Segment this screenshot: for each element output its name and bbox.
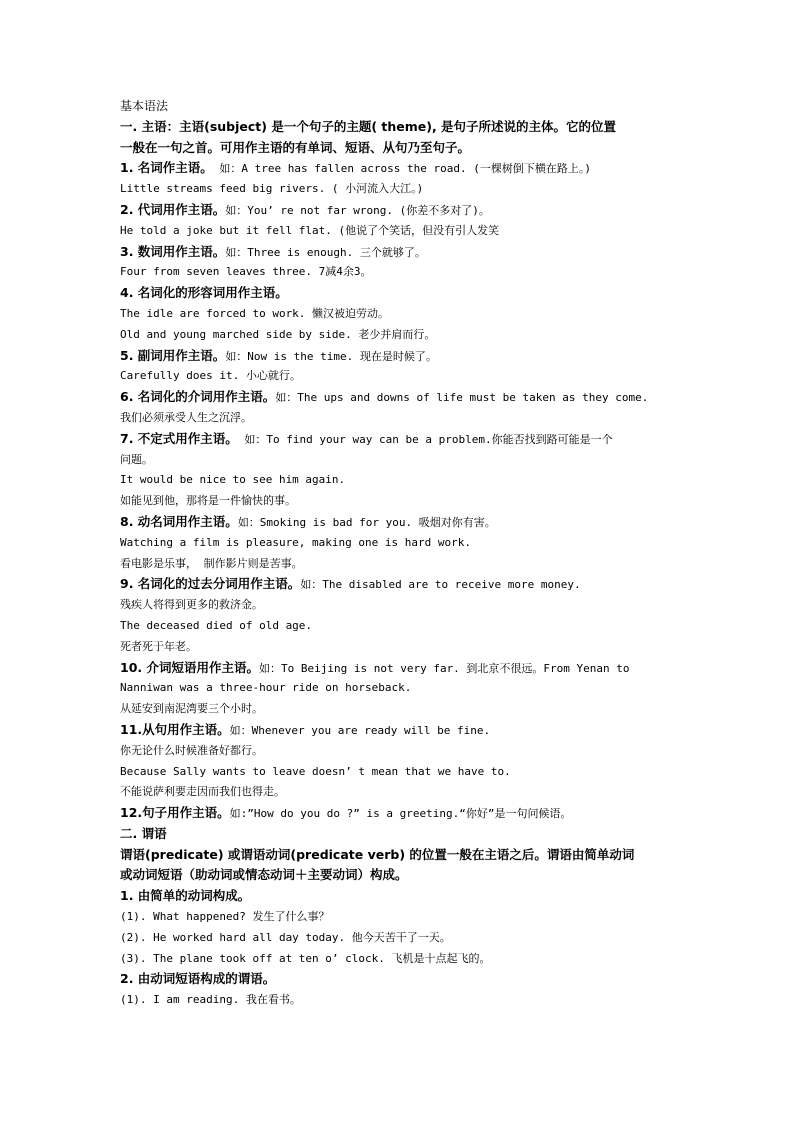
example-label: 5. 副词用作主语。 [120,347,226,363]
text-line [120,554,690,575]
example-text: 如：The disabled are to receive more money. [300,578,581,592]
example-text: 看电影是乐事， 制作影片则是苦事。 [120,556,303,570]
text-line [120,512,690,533]
example-text: 如：Now is the time. 现在是时候了。 [225,349,437,363]
example-text: 如：Three is enough. 三个就够了。 [225,245,426,259]
text-line [120,366,690,387]
subject-examples [120,158,690,824]
example-text: 如：You’ re not far wrong. (你差不多对了)。 [225,203,490,217]
text-line [120,346,690,367]
example-text: 从延安到南泥湾要三个小时。 [120,702,263,716]
example-text: (3). The plane took off at ten o’ clock. 飞机是十点起飞的。 [120,951,491,965]
example-text: 我们必须承受人生之沉浮。 [120,410,252,424]
text-line [120,782,690,803]
example-text: 问题。 [120,452,153,466]
example-text: He told a joke but it fell flat. (他说了个笑话，但没有引人发笑 [120,223,500,237]
example-text: 如：Smoking is bad for you. 吸烟对你有害。 [237,515,496,529]
text-line [120,762,690,783]
example-label: 3. 数词用作主语。 [120,243,226,259]
text-line [120,637,690,658]
text-line [120,574,690,595]
text-line [120,886,690,907]
example-text: (2). He worked hard all day today. 他今天苦干了一天。 [120,930,451,944]
text-line [120,450,690,471]
text-line [120,616,690,637]
text-line [120,928,690,949]
doc-heading: 基本语法 [120,99,169,113]
text-line [120,242,690,263]
example-text: 死者死于年老。 [120,639,197,653]
example-text: 如：To Beijing is not very far. 到北京不很远。From Yenan to [259,661,630,675]
section1-title-line1: 一. 主语：主语(subject) 是一个句子的主题( theme), 是句子所述说的主体。它的位置 [120,118,617,134]
example-text: Little streams feed big rivers. ( 小河流入大江。) [120,182,424,196]
example-label: 11.从句用作主语。 [120,721,230,737]
section2-title: 二. 谓语 [120,825,167,841]
section2-intro-line1: 谓语(predicate) 或谓语动词(predicate verb) 的位置一般在主语之后。谓语由简单动词 [120,846,635,862]
example-label: 6. 名词化的介词用作主语。 [120,389,276,405]
example-label: 9. 名词化的过去分词用作主语。 [120,576,301,592]
text-line [120,200,690,221]
example-text: 如：To find your way can be a problem.你能否找到路可能是一个 [237,432,613,446]
example-label: 4. 名词化的形容词用作主语。 [120,285,288,301]
text-line [120,907,690,928]
text-line [120,470,690,491]
section1-title-line2: 一般在一句之首。可用作主语的有单词、短语、从句乃至句子。 [120,139,471,155]
example-text: Old and young marched side by side. 老少并肩而行。 [120,327,436,341]
text-line [120,179,690,200]
text-line [120,325,690,346]
text-line [120,221,690,242]
example-text: (1). I am reading. 我在看书。 [120,993,301,1007]
text-line [120,429,690,450]
example-text: Watching a film is pleasure, making one is hard work. [120,535,471,549]
predicate-examples [120,886,690,1011]
example-text: 如：A tree has fallen across the road. (一棵树倒下横在路上。) [212,162,591,176]
example-label: 1. 由简单的动词构成。 [120,888,251,904]
example-label: 8. 动名词用作主语。 [120,513,238,529]
text-line [120,990,690,1011]
text-line [120,595,690,616]
example-text: 如:”How do you do ?” is a greeting.“你好”是一句问候语。 [229,807,572,821]
example-text: Four from seven leaves three. 7减4余3。 [120,265,372,279]
section2-intro-line2: 或动词短语（助动词或情态动词＋主要动词）构成。 [120,867,408,883]
text-line [120,658,690,679]
document-page [120,96,690,1011]
text-line [120,304,690,325]
example-label: 7. 不定式用作主语。 [120,430,238,446]
text-line [120,283,690,304]
example-label: 10. 介词短语用作主语。 [120,659,259,675]
example-text: 你无论什么时候准备好都行。 [120,743,263,757]
example-label: 1. 名词作主语。 [120,160,213,176]
example-text: Nanniwan was a three-hour ride on horseback. [120,681,412,695]
text-line [120,699,690,720]
text-line [120,803,690,824]
example-text: The deceased died of old age. [120,618,313,632]
text-line [120,678,690,699]
example-text: 不能说萨利要走因而我们也得走。 [120,785,285,799]
example-label: 2. 代词用作主语。 [120,201,226,217]
text-line [120,408,690,429]
example-text: 如：Whenever you are ready will be fine. [229,723,491,737]
text-line [120,949,690,970]
text-line [120,491,690,512]
example-text: The idle are forced to work. 懒汉被迫劳动。 [120,306,390,320]
example-label: 2. 由动词短语构成的谓语。 [120,971,276,987]
text-line [120,720,690,741]
example-text: It would be nice to see him again. [120,473,346,487]
text-line [120,262,690,283]
example-text: Because Sally wants to leave doesn’ t mean that we have to. [120,764,511,778]
example-text: 如：The ups and downs of life must be taken as they come. [275,391,649,405]
example-text: 残疾人将得到更多的救济金。 [120,598,263,612]
text-line [120,158,690,179]
text-line [120,969,690,990]
text-line [120,533,690,554]
example-text: 如能见到他，那将是一件愉快的事。 [120,494,296,508]
text-line [120,741,690,762]
text-line [120,387,690,408]
example-text: (1). What happened? 发生了什么事？ [120,910,330,924]
example-label: 12.句子用作主语。 [120,805,230,821]
example-text: Carefully does it. 小心就行。 [120,369,301,383]
